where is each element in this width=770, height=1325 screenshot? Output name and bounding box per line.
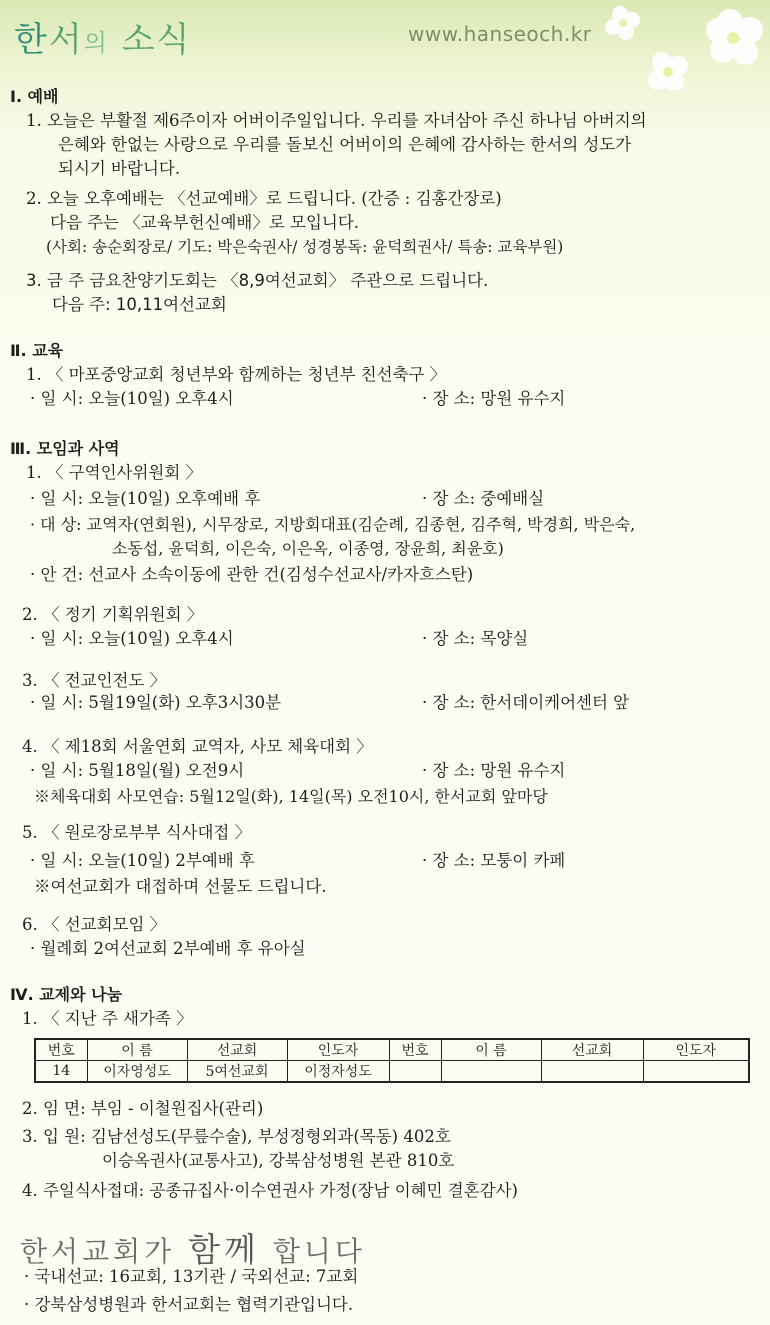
footer-partner-line: · 강북삼성병원과 한서교회는 협력기관입니다. xyxy=(24,1295,354,1314)
worship-item-2-line-1: 2. 오늘 오후예배는 〈선교예배〉로 드립니다. (간증 : 김홍간장로) xyxy=(26,189,502,208)
table-cell: 5여선교회 xyxy=(187,1061,287,1083)
fellowship-item-4: 4. 주일식사접대: 공종규집사·이수연권사 가정(장남 이혜민 결혼감사) xyxy=(22,1181,518,1200)
meeting-item-2-where: · 장 소: 목양실 xyxy=(422,629,529,648)
table-header-row xyxy=(35,1039,749,1061)
table-header-cell: 이 름 xyxy=(87,1039,187,1061)
section-heading-education: Ⅱ. 교육 xyxy=(10,341,64,360)
meeting-item-3: 3. 〈 전교인전도 〉 xyxy=(22,671,167,690)
meeting-item-1: 1. 〈 구역인사위원회 〉 xyxy=(26,463,203,482)
worship-item-1-line-1: 1. 오늘은 부활절 제6주이자 어버이주일입니다. 우리를 자녀삼아 주신 하나님 아버지의 xyxy=(26,111,647,130)
title-char-3: 의 xyxy=(83,29,109,57)
meeting-item-3-where: · 장 소: 한서데이케어센터 앞 xyxy=(422,693,630,712)
section-heading-fellowship: Ⅳ. 교제와 나눔 xyxy=(10,985,123,1004)
title-end: 소식 xyxy=(108,20,192,60)
table-row xyxy=(35,1061,749,1083)
title-char-2: 서 xyxy=(48,20,84,60)
table-header-cell: 선교회 xyxy=(187,1039,287,1061)
footer-slogan xyxy=(20,1224,366,1271)
fellowship-item-3-line-1: 3. 입 원: 김남선성도(무릎수술), 부성정형외과(목동) 402호 xyxy=(22,1127,451,1146)
table-cell xyxy=(441,1061,541,1083)
meeting-item-3-when: · 일 시: 5월19일(화) 오후3시30분 xyxy=(30,693,282,712)
meeting-item-6: 6. 〈 선교회모임 〉 xyxy=(22,915,167,934)
meeting-item-1-when: · 일 시: 오늘(10일) 오후예배 후 xyxy=(30,489,261,508)
table-cell: 14 xyxy=(35,1061,87,1083)
fellowship-item-2: 2. 임 면: 부임 - 이철원집사(관리) xyxy=(22,1099,264,1118)
footer-slogan-part-2: 함께 xyxy=(188,1230,260,1269)
table-header-cell: 선교회 xyxy=(541,1039,643,1061)
table-header-cell: 이 름 xyxy=(441,1039,541,1061)
table-cell: 이정자성도 xyxy=(287,1061,389,1083)
table-cell xyxy=(643,1061,749,1083)
meeting-item-1-agenda: · 안 건: 선교사 소속이동에 관한 건(김성수선교사/카자흐스탄) xyxy=(30,565,474,584)
section-heading-worship: Ⅰ. 예배 xyxy=(10,87,59,106)
footer-slogan-part-1: 한서교회가 xyxy=(20,1235,176,1268)
meeting-item-4-where: · 장 소: 망원 유수지 xyxy=(422,761,566,780)
footer-slogan-part-3: 합니다 xyxy=(272,1235,366,1268)
meeting-item-5-where: · 장 소: 모퉁이 카페 xyxy=(422,851,566,870)
meeting-item-2-when: · 일 시: 오늘(10일) 오후4시 xyxy=(30,629,234,648)
meeting-item-4: 4. 〈 제18회 서울연회 교역자, 사모 체육대회 〉 xyxy=(22,737,373,756)
meeting-item-6-line-1: · 월례회 2여선교회 2부예배 후 유아실 xyxy=(30,939,306,958)
meeting-item-5: 5. 〈 원로장로부부 식사대접 〉 xyxy=(22,823,252,842)
website-url[interactable]: www.hanseoch.kr xyxy=(408,22,592,46)
table-header-cell: 인도자 xyxy=(287,1039,389,1061)
meeting-item-1-target-line-2: 소동섭, 윤덕희, 이은숙, 이은옥, 이종영, 장윤희, 최윤호) xyxy=(112,539,504,558)
worship-item-3-line-1: 3. 금 주 금요찬양기도회는 〈8,9여선교회〉 주관으로 드립니다. xyxy=(26,271,489,290)
table-cell: 이자영성도 xyxy=(87,1061,187,1083)
meeting-item-4-note: ※체육대회 사모연습: 5월12일(화), 14일(목) 오전10시, 한서교회 앞마당 xyxy=(34,787,548,806)
title-char-1: 한 xyxy=(14,20,49,60)
table-cell xyxy=(541,1061,643,1083)
new-family-table xyxy=(34,1038,750,1083)
table-cell xyxy=(389,1061,441,1083)
table-header-cell: 인도자 xyxy=(643,1039,749,1061)
worship-item-1-line-3: 되시기 바랍니다. xyxy=(58,159,181,178)
table-header-cell: 번호 xyxy=(389,1039,441,1061)
meeting-item-5-when: · 일 시: 오늘(10일) 2부예배 후 xyxy=(30,851,255,870)
meeting-item-2: 2. 〈 정기 기획위원회 〉 xyxy=(22,605,204,624)
table-header-cell: 번호 xyxy=(35,1039,87,1061)
worship-item-1-line-2: 은혜와 한없는 사랑으로 우리를 돌보신 어버이의 은혜에 감사하는 한서의 성도가 xyxy=(58,135,632,154)
worship-item-2-line-3: (사회: 송순회장로/ 기도: 박은숙권사/ 성경봉독: 윤덕희권사/ 특송: 교육부원) xyxy=(46,238,564,256)
fellowship-item-1: 1. 〈 지난 주 새가족 〉 xyxy=(22,1009,193,1028)
education-item-1: 1. 〈 마포중앙교회 청년부와 함께하는 청년부 친선축구 〉 xyxy=(26,365,447,384)
footer-mission-line: · 국내선교: 16교회, 13기관 / 국외선교: 7교회 xyxy=(24,1267,359,1286)
worship-item-3-line-2: 다음 주: 10,11여선교회 xyxy=(52,295,227,314)
fellowship-item-3-line-2: 이승옥권사(교통사고), 강북삼성병원 본관 810호 xyxy=(102,1151,455,1170)
education-item-1-where: · 장 소: 망원 유수지 xyxy=(422,389,566,408)
meeting-item-5-note: ※여선교회가 대접하며 선물도 드립니다. xyxy=(34,877,327,896)
meeting-item-1-target-line-1: · 대 상: 교역자(연회원), 시무장로, 지방회대표(김순례, 김종현, 김주혁, 박경희, 박은숙, xyxy=(30,515,636,534)
section-heading-meetings: Ⅲ. 모임과 사역 xyxy=(10,439,120,458)
meeting-item-1-where: · 장 소: 중예배실 xyxy=(422,489,545,508)
meeting-item-4-when: · 일 시: 5월18일(월) 오전9시 xyxy=(30,761,245,780)
worship-item-2-line-2: 다음 주는 〈교육부헌신예배〉로 모입니다. xyxy=(50,213,360,232)
education-item-1-when: · 일 시: 오늘(10일) 오후4시 xyxy=(30,389,234,408)
